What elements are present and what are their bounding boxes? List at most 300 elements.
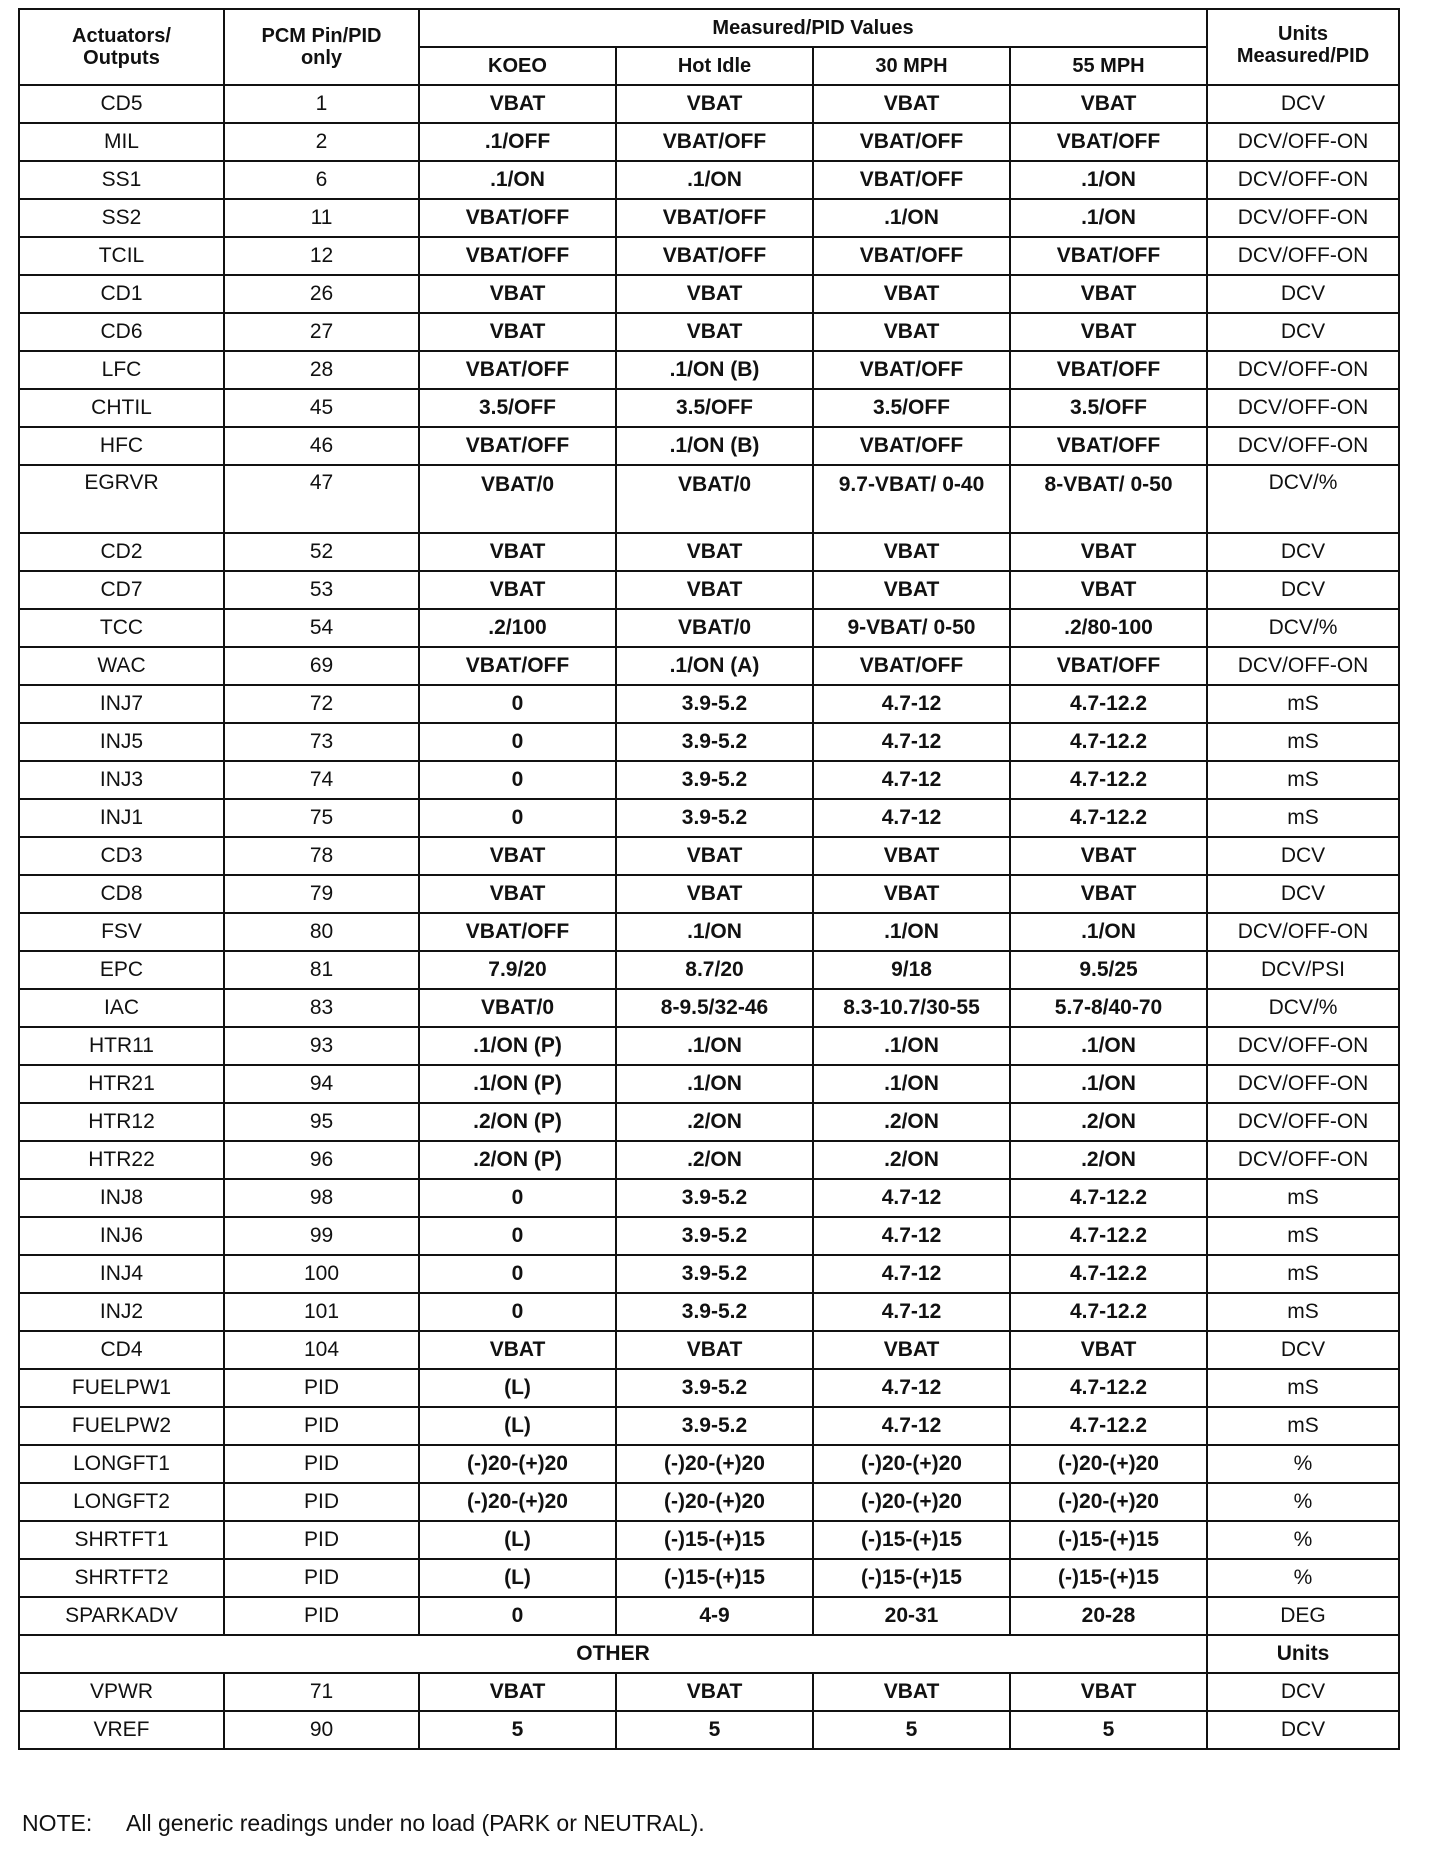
table-row (19, 123, 1399, 161)
cell-koeo: VBAT (419, 837, 616, 875)
cell-units: % (1207, 1559, 1399, 1597)
cell-pin: 11 (224, 199, 419, 237)
cell-pin: 75 (224, 799, 419, 837)
cell-55-mph: 5 (1010, 1711, 1207, 1749)
cell-units: mS (1207, 1369, 1399, 1407)
cell-hot-idle: .1/ON (B) (616, 351, 813, 389)
cell-units: DCV (1207, 275, 1399, 313)
cell-koeo: 0 (419, 1597, 616, 1635)
cell-koeo: 0 (419, 723, 616, 761)
cell-55-mph: VBAT (1010, 571, 1207, 609)
cell-pin: 47 (224, 465, 419, 533)
table-row (19, 275, 1399, 313)
cell-koeo: 5 (419, 1711, 616, 1749)
cell-30-mph: .1/ON (813, 1027, 1010, 1065)
cell-30-mph: .1/ON (813, 913, 1010, 951)
cell-koeo: (L) (419, 1407, 616, 1445)
cell-30-mph: 4.7-12 (813, 1369, 1010, 1407)
cell-koeo: VBAT/OFF (419, 199, 616, 237)
table-row (19, 647, 1399, 685)
table-row (19, 1521, 1399, 1559)
table-row (19, 1331, 1399, 1369)
cell-pin: 100 (224, 1255, 419, 1293)
cell-koeo: (-)20-(+)20 (419, 1445, 616, 1483)
cell-30-mph: 9-VBAT/ 0-50 (813, 609, 1010, 647)
table-row (19, 1103, 1399, 1141)
cell-actuator: FSV (19, 913, 224, 951)
cell-hot-idle: .1/ON (616, 161, 813, 199)
cell-pin: 74 (224, 761, 419, 799)
table-row (19, 989, 1399, 1027)
cell-koeo: .1/ON (P) (419, 1027, 616, 1065)
cell-koeo: .1/OFF (419, 123, 616, 161)
table-row (19, 1711, 1399, 1749)
cell-pin: 28 (224, 351, 419, 389)
cell-actuator: SHRTFT2 (19, 1559, 224, 1597)
cell-30-mph: 4.7-12 (813, 761, 1010, 799)
cell-30-mph: 20-31 (813, 1597, 1010, 1635)
table-row (19, 761, 1399, 799)
cell-koeo: .1/ON (419, 161, 616, 199)
table-row (19, 85, 1399, 123)
cell-actuator: CD7 (19, 571, 224, 609)
cell-koeo: VBAT (419, 571, 616, 609)
table-row (19, 837, 1399, 875)
cell-pin: 1 (224, 85, 419, 123)
cell-actuator: MIL (19, 123, 224, 161)
cell-units: DCV/OFF-ON (1207, 647, 1399, 685)
cell-actuator: INJ7 (19, 685, 224, 723)
cell-55-mph: VBAT (1010, 875, 1207, 913)
header-pcm-pin: PCM Pin/PID only (224, 9, 419, 85)
cell-pin: PID (224, 1559, 419, 1597)
cell-55-mph: VBAT (1010, 533, 1207, 571)
cell-30-mph: VBAT/OFF (813, 123, 1010, 161)
table-row (19, 1369, 1399, 1407)
note-label: NOTE: (22, 1810, 93, 1836)
cell-hot-idle: 3.9-5.2 (616, 685, 813, 723)
cell-units: mS (1207, 1179, 1399, 1217)
cell-30-mph: 4.7-12 (813, 1217, 1010, 1255)
table-row (19, 1065, 1399, 1103)
cell-hot-idle: .1/ON (616, 913, 813, 951)
cell-units: DCV (1207, 571, 1399, 609)
cell-units: DCV (1207, 313, 1399, 351)
cell-units: DCV/% (1207, 989, 1399, 1027)
cell-units: DCV/OFF-ON (1207, 427, 1399, 465)
cell-55-mph: 4.7-12.2 (1010, 1255, 1207, 1293)
cell-hot-idle: VBAT (616, 1673, 813, 1711)
cell-pin: 98 (224, 1179, 419, 1217)
cell-55-mph: .2/80-100 (1010, 609, 1207, 647)
cell-hot-idle: 5 (616, 1711, 813, 1749)
cell-30-mph: 5 (813, 1711, 1010, 1749)
cell-units: DCV/PSI (1207, 951, 1399, 989)
table-row (19, 1673, 1399, 1711)
cell-30-mph: (-)15-(+)15 (813, 1559, 1010, 1597)
cell-pin: PID (224, 1483, 419, 1521)
cell-55-mph: (-)20-(+)20 (1010, 1445, 1207, 1483)
cell-pin: 90 (224, 1711, 419, 1749)
cell-30-mph: .2/ON (813, 1103, 1010, 1141)
cell-30-mph: VBAT (813, 837, 1010, 875)
cell-koeo: VBAT/OFF (419, 351, 616, 389)
cell-30-mph: 9.7-VBAT/ 0-40 (813, 465, 1010, 533)
table-row (19, 237, 1399, 275)
cell-units: DCV/OFF-ON (1207, 161, 1399, 199)
cell-koeo: VBAT (419, 1331, 616, 1369)
cell-55-mph: .1/ON (1010, 199, 1207, 237)
cell-actuator: HTR11 (19, 1027, 224, 1065)
cell-30-mph: .2/ON (813, 1141, 1010, 1179)
cell-koeo: .2/ON (P) (419, 1103, 616, 1141)
cell-hot-idle: VBAT (616, 533, 813, 571)
cell-units: DCV/OFF-ON (1207, 389, 1399, 427)
table-row (19, 199, 1399, 237)
cell-30-mph: VBAT/OFF (813, 161, 1010, 199)
cell-hot-idle: 3.9-5.2 (616, 761, 813, 799)
cell-actuator: VREF (19, 1711, 224, 1749)
cell-55-mph: 5.7-8/40-70 (1010, 989, 1207, 1027)
pid-table-body (19, 85, 1399, 1635)
cell-pin: 81 (224, 951, 419, 989)
cell-koeo: .2/100 (419, 609, 616, 647)
cell-koeo: VBAT (419, 313, 616, 351)
cell-55-mph: (-)15-(+)15 (1010, 1559, 1207, 1597)
cell-units: DCV (1207, 533, 1399, 571)
cell-hot-idle: 3.5/OFF (616, 389, 813, 427)
cell-pin: 6 (224, 161, 419, 199)
cell-30-mph: 4.7-12 (813, 799, 1010, 837)
cell-hot-idle: 3.9-5.2 (616, 1217, 813, 1255)
cell-30-mph: 4.7-12 (813, 685, 1010, 723)
cell-pin: 93 (224, 1027, 419, 1065)
cell-koeo: .2/ON (P) (419, 1141, 616, 1179)
cell-actuator: EPC (19, 951, 224, 989)
cell-30-mph: VBAT/OFF (813, 427, 1010, 465)
cell-pin: 101 (224, 1293, 419, 1331)
cell-55-mph: 4.7-12.2 (1010, 1217, 1207, 1255)
table-row (19, 465, 1399, 533)
cell-units: DCV (1207, 1673, 1399, 1711)
table-row (19, 913, 1399, 951)
cell-30-mph: VBAT (813, 1673, 1010, 1711)
cell-units: mS (1207, 799, 1399, 837)
cell-actuator: CD2 (19, 533, 224, 571)
cell-hot-idle: VBAT (616, 313, 813, 351)
cell-actuator: TCIL (19, 237, 224, 275)
table-row (19, 389, 1399, 427)
cell-hot-idle: 3.9-5.2 (616, 1369, 813, 1407)
cell-units: DCV/OFF-ON (1207, 1103, 1399, 1141)
cell-pin: 80 (224, 913, 419, 951)
cell-55-mph: 4.7-12.2 (1010, 1369, 1207, 1407)
cell-pin: 45 (224, 389, 419, 427)
table-row (19, 1293, 1399, 1331)
table-row (19, 1217, 1399, 1255)
cell-koeo: VBAT/OFF (419, 647, 616, 685)
cell-actuator: HFC (19, 427, 224, 465)
cell-55-mph: VBAT (1010, 85, 1207, 123)
cell-30-mph: 4.7-12 (813, 1179, 1010, 1217)
cell-pin: 95 (224, 1103, 419, 1141)
cell-30-mph: 4.7-12 (813, 1293, 1010, 1331)
cell-actuator: TCC (19, 609, 224, 647)
cell-30-mph: VBAT (813, 85, 1010, 123)
cell-units: mS (1207, 1407, 1399, 1445)
cell-koeo: VBAT (419, 875, 616, 913)
table-row (19, 1179, 1399, 1217)
header-55-mph: 55 MPH (1010, 47, 1207, 85)
cell-30-mph: .1/ON (813, 199, 1010, 237)
cell-actuator: CD5 (19, 85, 224, 123)
cell-koeo: VBAT/OFF (419, 913, 616, 951)
header-measured-pid-values: Measured/PID Values (419, 9, 1207, 47)
cell-hot-idle: VBAT/0 (616, 609, 813, 647)
cell-hot-idle: 3.9-5.2 (616, 1255, 813, 1293)
cell-koeo: 0 (419, 1255, 616, 1293)
cell-koeo: 3.5/OFF (419, 389, 616, 427)
cell-hot-idle: VBAT (616, 875, 813, 913)
cell-koeo: (L) (419, 1521, 616, 1559)
table-row (19, 571, 1399, 609)
cell-hot-idle: .1/ON (616, 1027, 813, 1065)
table-row (19, 1027, 1399, 1065)
table-row (19, 723, 1399, 761)
cell-actuator: SS1 (19, 161, 224, 199)
cell-actuator: SPARKADV (19, 1597, 224, 1635)
cell-55-mph: 4.7-12.2 (1010, 1293, 1207, 1331)
table-row (19, 951, 1399, 989)
cell-pin: 73 (224, 723, 419, 761)
cell-30-mph: VBAT (813, 275, 1010, 313)
cell-units: DCV/OFF-ON (1207, 351, 1399, 389)
cell-hot-idle: (-)20-(+)20 (616, 1445, 813, 1483)
cell-30-mph: VBAT (813, 875, 1010, 913)
cell-hot-idle: .1/ON (616, 1065, 813, 1103)
cell-koeo: VBAT (419, 1673, 616, 1711)
cell-actuator: VPWR (19, 1673, 224, 1711)
cell-units: DCV/% (1207, 465, 1399, 533)
cell-55-mph: VBAT (1010, 275, 1207, 313)
cell-koeo: (L) (419, 1559, 616, 1597)
cell-hot-idle: VBAT (616, 1331, 813, 1369)
header-units: Units Measured/PID (1207, 9, 1399, 85)
cell-hot-idle: 4-9 (616, 1597, 813, 1635)
cell-hot-idle: (-)20-(+)20 (616, 1483, 813, 1521)
cell-hot-idle: 3.9-5.2 (616, 1407, 813, 1445)
cell-units: DCV/OFF-ON (1207, 1065, 1399, 1103)
cell-30-mph: 4.7-12 (813, 1255, 1010, 1293)
cell-hot-idle: VBAT (616, 275, 813, 313)
cell-units: % (1207, 1521, 1399, 1559)
cell-koeo: 0 (419, 1179, 616, 1217)
cell-pin: PID (224, 1597, 419, 1635)
table-row (19, 685, 1399, 723)
cell-units: mS (1207, 761, 1399, 799)
cell-actuator: INJ1 (19, 799, 224, 837)
cell-30-mph: (-)15-(+)15 (813, 1521, 1010, 1559)
cell-koeo: VBAT (419, 533, 616, 571)
cell-actuator: SS2 (19, 199, 224, 237)
cell-55-mph: .1/ON (1010, 161, 1207, 199)
cell-actuator: HTR12 (19, 1103, 224, 1141)
cell-30-mph: 4.7-12 (813, 1407, 1010, 1445)
table-row (19, 1597, 1399, 1635)
cell-units: DEG (1207, 1597, 1399, 1635)
cell-hot-idle: 3.9-5.2 (616, 723, 813, 761)
other-units-label: Units (1207, 1635, 1399, 1673)
cell-units: % (1207, 1483, 1399, 1521)
cell-actuator: LONGFT1 (19, 1445, 224, 1483)
table-row (19, 1445, 1399, 1483)
cell-pin: PID (224, 1521, 419, 1559)
cell-pin: 27 (224, 313, 419, 351)
cell-actuator: INJ5 (19, 723, 224, 761)
cell-hot-idle: VBAT (616, 837, 813, 875)
cell-hot-idle: 3.9-5.2 (616, 1179, 813, 1217)
cell-pin: 2 (224, 123, 419, 161)
cell-actuator: SHRTFT1 (19, 1521, 224, 1559)
cell-units: DCV (1207, 1711, 1399, 1749)
cell-pin: 78 (224, 837, 419, 875)
table-row (19, 1255, 1399, 1293)
cell-hot-idle: 3.9-5.2 (616, 799, 813, 837)
cell-55-mph: VBAT/OFF (1010, 427, 1207, 465)
cell-koeo: 0 (419, 799, 616, 837)
cell-actuator: CD6 (19, 313, 224, 351)
cell-hot-idle: VBAT/0 (616, 465, 813, 533)
cell-55-mph: 4.7-12.2 (1010, 1407, 1207, 1445)
cell-koeo: 0 (419, 685, 616, 723)
cell-units: % (1207, 1445, 1399, 1483)
cell-units: DCV (1207, 875, 1399, 913)
cell-55-mph: VBAT (1010, 1673, 1207, 1711)
cell-55-mph: 8-VBAT/ 0-50 (1010, 465, 1207, 533)
cell-pin: 52 (224, 533, 419, 571)
table-row (19, 1483, 1399, 1521)
cell-units: DCV (1207, 1331, 1399, 1369)
table-row (19, 427, 1399, 465)
cell-pin: 104 (224, 1331, 419, 1369)
cell-hot-idle: (-)15-(+)15 (616, 1521, 813, 1559)
cell-30-mph: VBAT/OFF (813, 647, 1010, 685)
cell-55-mph: VBAT/OFF (1010, 123, 1207, 161)
cell-hot-idle: 8-9.5/32-46 (616, 989, 813, 1027)
cell-actuator: LONGFT2 (19, 1483, 224, 1521)
cell-hot-idle: .1/ON (B) (616, 427, 813, 465)
cell-30-mph: 4.7-12 (813, 723, 1010, 761)
other-section (19, 1635, 1399, 1749)
cell-actuator: INJ3 (19, 761, 224, 799)
cell-koeo: 7.9/20 (419, 951, 616, 989)
cell-pin: PID (224, 1407, 419, 1445)
cell-55-mph: VBAT (1010, 1331, 1207, 1369)
table-row (19, 1559, 1399, 1597)
cell-actuator: LFC (19, 351, 224, 389)
cell-actuator: CD4 (19, 1331, 224, 1369)
cell-actuator: HTR22 (19, 1141, 224, 1179)
other-section-label: OTHER (19, 1635, 1207, 1673)
pid-values-table (18, 8, 1400, 1750)
cell-30-mph: 3.5/OFF (813, 389, 1010, 427)
cell-actuator: WAC (19, 647, 224, 685)
cell-koeo: VBAT/OFF (419, 427, 616, 465)
cell-units: DCV/OFF-ON (1207, 913, 1399, 951)
cell-pin: 94 (224, 1065, 419, 1103)
cell-hot-idle: (-)15-(+)15 (616, 1559, 813, 1597)
cell-actuator: FUELPW1 (19, 1369, 224, 1407)
cell-koeo: VBAT (419, 275, 616, 313)
cell-units: DCV/OFF-ON (1207, 123, 1399, 161)
cell-55-mph: 4.7-12.2 (1010, 761, 1207, 799)
cell-units: DCV/% (1207, 609, 1399, 647)
cell-actuator: INJ2 (19, 1293, 224, 1331)
cell-units: DCV/OFF-ON (1207, 237, 1399, 275)
cell-pin: 79 (224, 875, 419, 913)
cell-koeo: 0 (419, 1217, 616, 1255)
table-row (19, 351, 1399, 389)
cell-actuator: INJ4 (19, 1255, 224, 1293)
cell-pin: 69 (224, 647, 419, 685)
cell-units: DCV/OFF-ON (1207, 1027, 1399, 1065)
cell-hot-idle: .1/ON (A) (616, 647, 813, 685)
cell-units: DCV/OFF-ON (1207, 1141, 1399, 1179)
cell-koeo: VBAT/0 (419, 465, 616, 533)
cell-hot-idle: .2/ON (616, 1103, 813, 1141)
cell-pin: 12 (224, 237, 419, 275)
header-koeo: KOEO (419, 47, 616, 85)
cell-30-mph: (-)20-(+)20 (813, 1483, 1010, 1521)
cell-koeo: 0 (419, 1293, 616, 1331)
cell-units: DCV (1207, 85, 1399, 123)
cell-55-mph: VBAT (1010, 837, 1207, 875)
cell-actuator: CHTIL (19, 389, 224, 427)
cell-actuator: EGRVR (19, 465, 224, 533)
cell-30-mph: VBAT/OFF (813, 237, 1010, 275)
cell-55-mph: 4.7-12.2 (1010, 685, 1207, 723)
cell-koeo: VBAT/0 (419, 989, 616, 1027)
table-row (19, 875, 1399, 913)
cell-55-mph: (-)15-(+)15 (1010, 1521, 1207, 1559)
cell-55-mph: .1/ON (1010, 1027, 1207, 1065)
cell-30-mph: VBAT/OFF (813, 351, 1010, 389)
cell-actuator: INJ6 (19, 1217, 224, 1255)
cell-30-mph: 9/18 (813, 951, 1010, 989)
cell-hot-idle: VBAT/OFF (616, 199, 813, 237)
cell-actuator: HTR21 (19, 1065, 224, 1103)
cell-actuator: IAC (19, 989, 224, 1027)
cell-actuator: CD8 (19, 875, 224, 913)
cell-pin: 26 (224, 275, 419, 313)
cell-actuator: INJ8 (19, 1179, 224, 1217)
cell-hot-idle: VBAT/OFF (616, 123, 813, 161)
cell-55-mph: .2/ON (1010, 1141, 1207, 1179)
pid-reference-sheet (18, 8, 1398, 1750)
cell-units: mS (1207, 723, 1399, 761)
cell-pin: 71 (224, 1673, 419, 1711)
cell-pin: PID (224, 1445, 419, 1483)
cell-koeo: VBAT/OFF (419, 237, 616, 275)
table-row (19, 799, 1399, 837)
cell-30-mph: VBAT (813, 533, 1010, 571)
cell-units: DCV/OFF-ON (1207, 199, 1399, 237)
cell-koeo: VBAT (419, 85, 616, 123)
cell-hot-idle: .2/ON (616, 1141, 813, 1179)
cell-hot-idle: VBAT (616, 571, 813, 609)
cell-30-mph: VBAT (813, 1331, 1010, 1369)
cell-pin: 99 (224, 1217, 419, 1255)
